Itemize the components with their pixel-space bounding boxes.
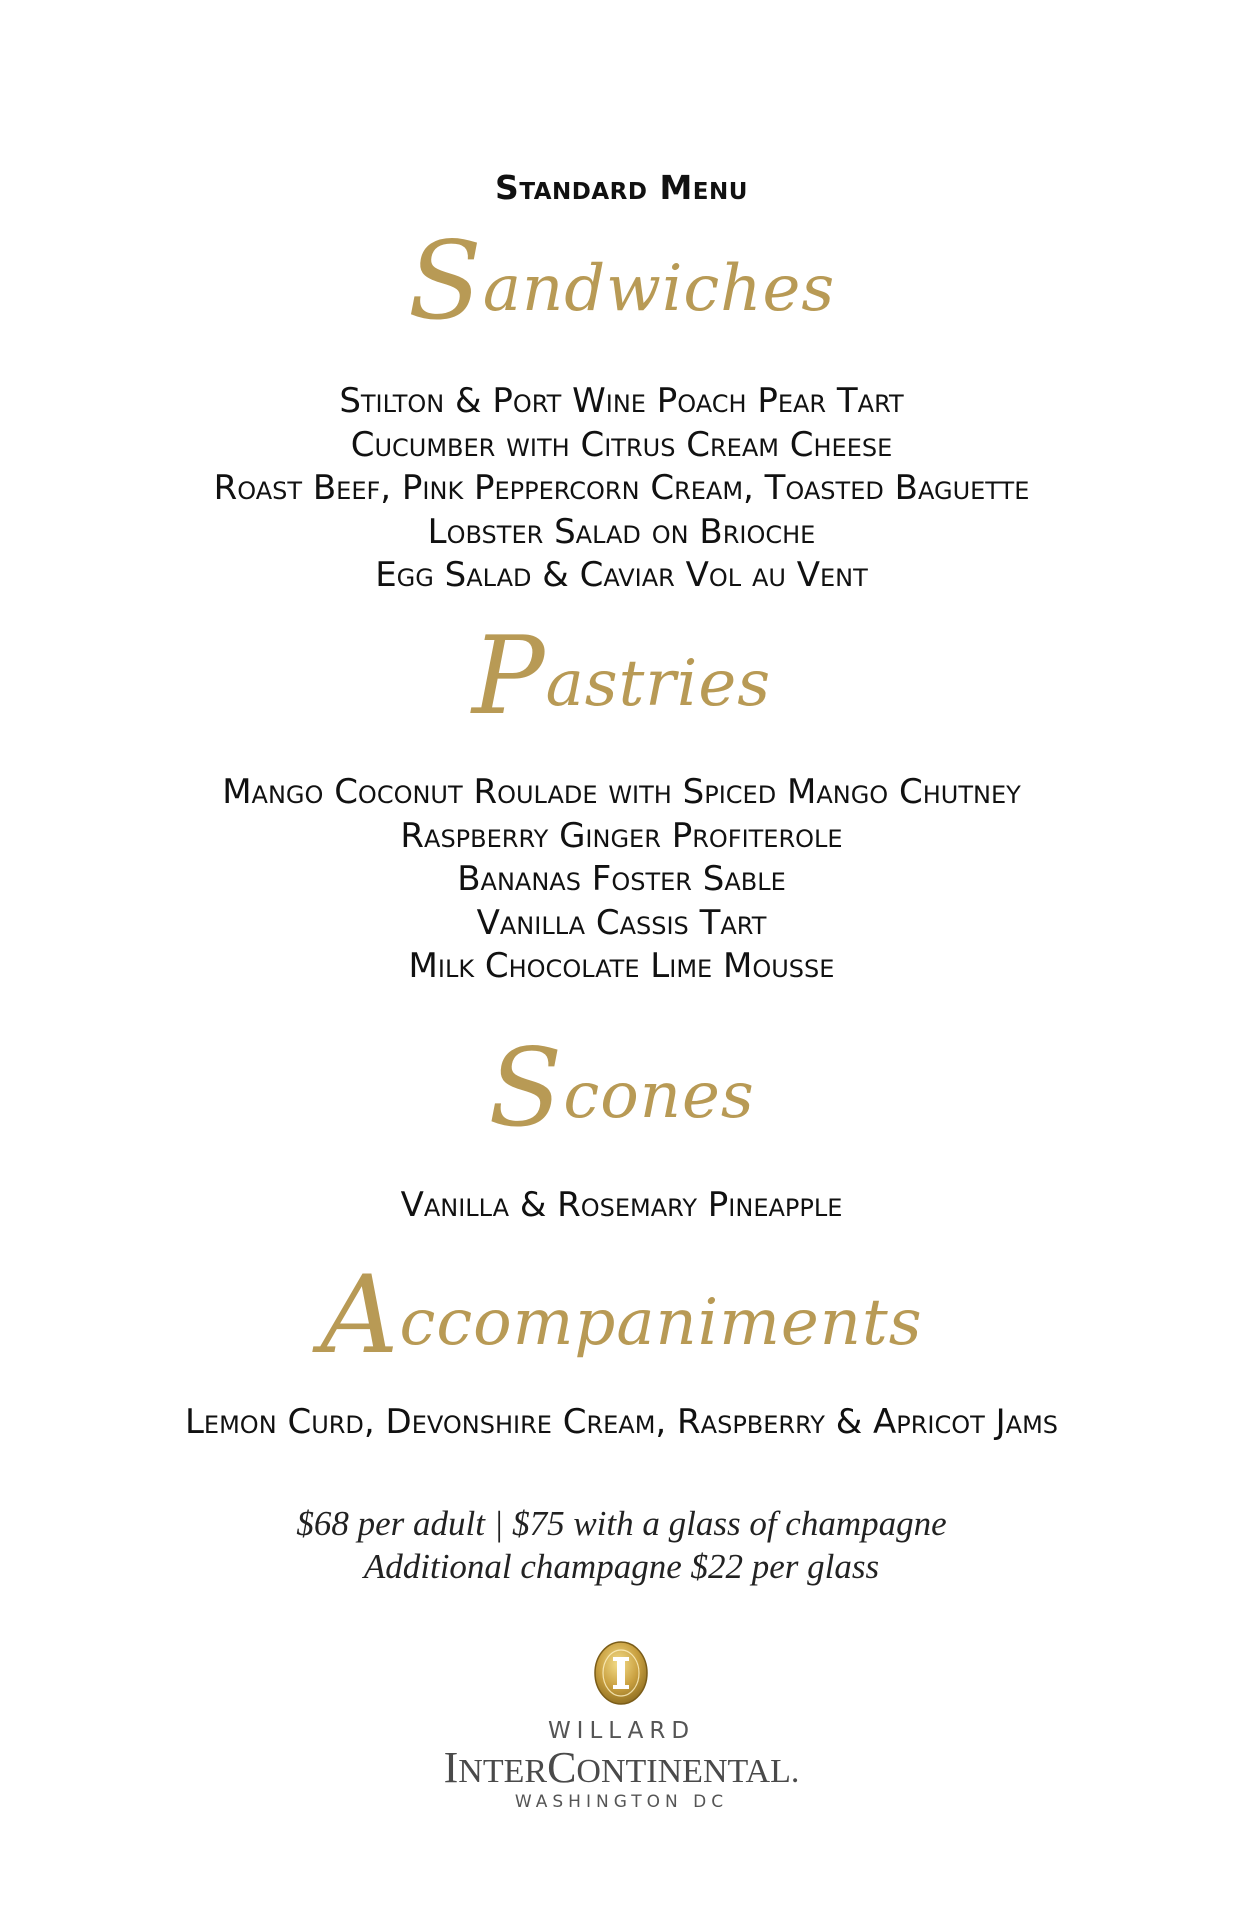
heading-rest: cones xyxy=(563,1059,755,1133)
menu-item: Mango Coconut Roulade with Spiced Mango Chutney xyxy=(222,772,1021,812)
menu-item: Vanilla & Rosemary Pineapple xyxy=(400,1185,843,1225)
menu-title: Standard Menu xyxy=(495,168,748,207)
logo-mark: . xyxy=(790,1753,800,1790)
section-heading-pastries xyxy=(0,614,1243,739)
heading-cap: S xyxy=(488,1026,564,1151)
pastries-list xyxy=(0,771,1243,989)
menu-item: Milk Chocolate Lime Mousse xyxy=(408,946,835,986)
section-heading-accompaniments xyxy=(0,1253,1243,1378)
logo-letters: ONTINENTAL xyxy=(576,1753,791,1790)
menu-item: Egg Salad & Caviar Vol au Vent xyxy=(375,555,868,595)
accompaniments-list xyxy=(0,1401,1243,1445)
heading-cap: A xyxy=(320,1253,400,1378)
logo-willard: WILLARD xyxy=(547,1718,696,1744)
price-line-champagne: Additional champagne $22 per glass xyxy=(363,1547,880,1586)
heading-rest: ccompaniments xyxy=(399,1286,923,1360)
logo-letter: I xyxy=(443,1743,459,1792)
section-heading-sandwiches xyxy=(0,219,1243,344)
menu-item: Roast Beef, Pink Peppercorn Cream, Toasted Baguette xyxy=(213,468,1030,508)
heading-cap: P xyxy=(471,614,546,739)
menu-item: Raspberry Ginger Profiterole xyxy=(400,815,843,856)
menu-item: Stilton & Port Wine Poach Pear Tart xyxy=(339,381,904,421)
menu-item: Cucumber with Citrus Cream Cheese xyxy=(350,424,893,465)
hotel-emblem-icon xyxy=(592,1640,650,1706)
logo-letter: C xyxy=(547,1743,577,1792)
heading-rest: andwiches xyxy=(482,252,836,326)
section-heading-scones xyxy=(0,1026,1243,1151)
menu-item: Lobster Salad on Brioche xyxy=(427,511,816,552)
logo-intercontinental xyxy=(0,1742,1243,1793)
scones-list xyxy=(0,1184,1243,1228)
menu-item: Bananas Foster Sable xyxy=(457,859,786,899)
sandwiches-list xyxy=(0,380,1243,598)
heading-rest: astries xyxy=(545,647,772,721)
menu-item: Lemon Curd, Devonshire Cream, Raspberry & Apricot Jams xyxy=(184,1402,1059,1442)
heading-cap: S xyxy=(407,219,483,344)
menu-item: Vanilla Cassis Tart xyxy=(476,902,767,943)
logo-letters: NTER xyxy=(458,1753,548,1790)
logo-washington-dc: WASHINGTON DC xyxy=(514,1792,729,1812)
price-line-adult: $68 per adult | $75 with a glass of champagne xyxy=(296,1504,947,1543)
